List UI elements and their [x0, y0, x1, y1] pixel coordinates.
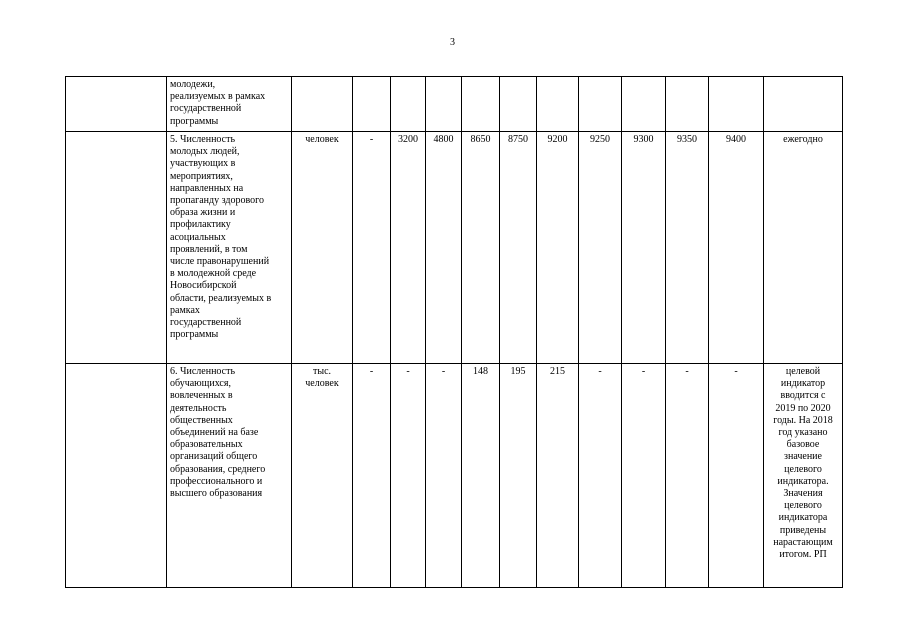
blank-cell	[66, 77, 167, 132]
value-cell: 9400	[709, 132, 764, 364]
value-cell: -	[391, 364, 426, 588]
value-cell: 9300	[622, 132, 666, 364]
blank-cell	[66, 132, 167, 364]
unit-cell	[292, 77, 353, 132]
indicator-name-cell: 6. Численность обучающихся, вовлеченных в деятельность общественных объединений на базе образовательных организаций общего образования, среднего профессионального и высшего образования	[167, 364, 292, 588]
value-cell: 9350	[666, 132, 709, 364]
value-cell: 8750	[500, 132, 537, 364]
indicator-table	[65, 76, 843, 588]
note-cell	[764, 77, 843, 132]
value-cell: 215	[537, 364, 579, 588]
indicator-name-cell: молодежи, реализуемых в рамках государственной программы	[167, 77, 292, 132]
page-number: 3	[450, 37, 455, 48]
value-cell	[500, 77, 537, 132]
value-cell	[537, 77, 579, 132]
value-cell: 8650	[462, 132, 500, 364]
value-cell	[579, 77, 622, 132]
value-cell: 9200	[537, 132, 579, 364]
indicator-name-cell: 5. Численность молодых людей, участвующих в мероприятиях, направленных на пропаганду здорового образа жизни и профилактику асоциальных проявлений, в том числе правонарушений в молодежной среде Новосибирской области, реализуемых в рамках государственной программы	[167, 132, 292, 364]
blank-cell	[66, 364, 167, 588]
value-cell: 3200	[391, 132, 426, 364]
value-cell	[622, 77, 666, 132]
value-cell: -	[709, 364, 764, 588]
value-cell	[462, 77, 500, 132]
value-cell: -	[353, 364, 391, 588]
table-row	[66, 77, 843, 132]
value-cell	[353, 77, 391, 132]
note-cell: целевой индикатор вводится с 2019 по 2020 годы. На 2018 год указано базовое значение целевого индикатора. Значения целевого индикатора приведены нарастающим итогом. РП	[764, 364, 843, 588]
value-cell: -	[353, 132, 391, 364]
value-cell: -	[622, 364, 666, 588]
table-row	[66, 364, 843, 588]
value-cell: 148	[462, 364, 500, 588]
value-cell	[709, 77, 764, 132]
value-cell: 9250	[579, 132, 622, 364]
value-cell: 4800	[426, 132, 462, 364]
value-cell	[426, 77, 462, 132]
value-cell	[391, 77, 426, 132]
table-row	[66, 132, 843, 364]
value-cell: -	[426, 364, 462, 588]
note-cell: ежегодно	[764, 132, 843, 364]
unit-cell: человек	[292, 132, 353, 364]
value-cell: -	[666, 364, 709, 588]
unit-cell: тыс. человек	[292, 364, 353, 588]
value-cell: 195	[500, 364, 537, 588]
value-cell	[666, 77, 709, 132]
value-cell: -	[579, 364, 622, 588]
